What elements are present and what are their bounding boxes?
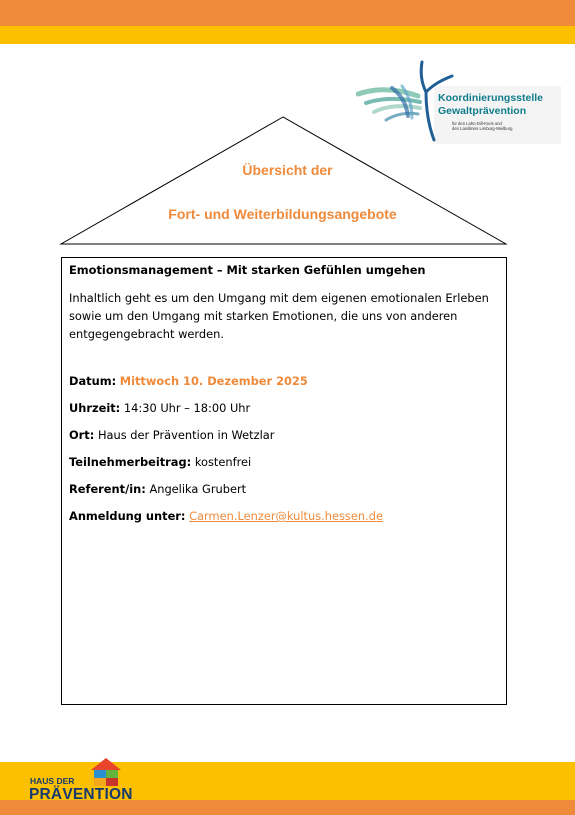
registration-email-link[interactable]: Carmen.Lenzer@kultus.hessen.de: [189, 509, 383, 523]
logo-title: Koordinierungsstelle Gewaltprävention: [438, 92, 544, 117]
logo-subtitle: für den Lahn-Dill-Kreis und den Landkreis Limburg-Weilburg: [452, 121, 513, 131]
event-intro: Inhaltlich geht es um den Umgang mit dem eigenen emotionalen Erleben sowie um den Umgang mit starken Emotionen, die uns von anderen entgegengebracht werden.: [69, 291, 489, 341]
registration-label: Anmeldung unter:: [69, 509, 186, 523]
event-time: [69, 400, 499, 416]
logo-line2: PRÄVENTION: [29, 786, 133, 803]
place-label: Ort:: [69, 428, 95, 442]
logo-line1: HAUS DER: [30, 776, 75, 786]
roof-title-line1: Übersicht der: [242, 162, 333, 178]
time-label: Uhrzeit:: [69, 401, 121, 415]
date-value: Mittwoch 10. Dezember 2025: [119, 374, 308, 388]
fee-value: kostenfrei: [194, 455, 252, 469]
event-place: [69, 427, 499, 443]
event-heading: Emotionsmanagement – Mit starken Gefühlen umgehen: [69, 263, 426, 277]
event-speaker: [69, 481, 499, 497]
fee-label: Teilnehmerbeitrag:: [69, 455, 192, 469]
event-content: [69, 262, 499, 524]
place-value: Haus der Prävention in Wetzlar: [97, 428, 275, 442]
time-value: 14:30 Uhr – 18:00 Uhr: [123, 401, 251, 415]
haus-der-praevention-logo: [27, 756, 133, 810]
event-registration: [69, 508, 499, 524]
speaker-label: Referent/in:: [69, 482, 146, 496]
house-puzzle-icon: [89, 757, 123, 787]
speaker-value: Angelika Grubert: [149, 482, 247, 496]
date-label: Datum:: [69, 374, 117, 388]
event-date: [69, 373, 499, 389]
roof-title-line2: Fort- und Weiterbildungsangebote: [168, 206, 397, 222]
event-fee: [69, 454, 499, 470]
